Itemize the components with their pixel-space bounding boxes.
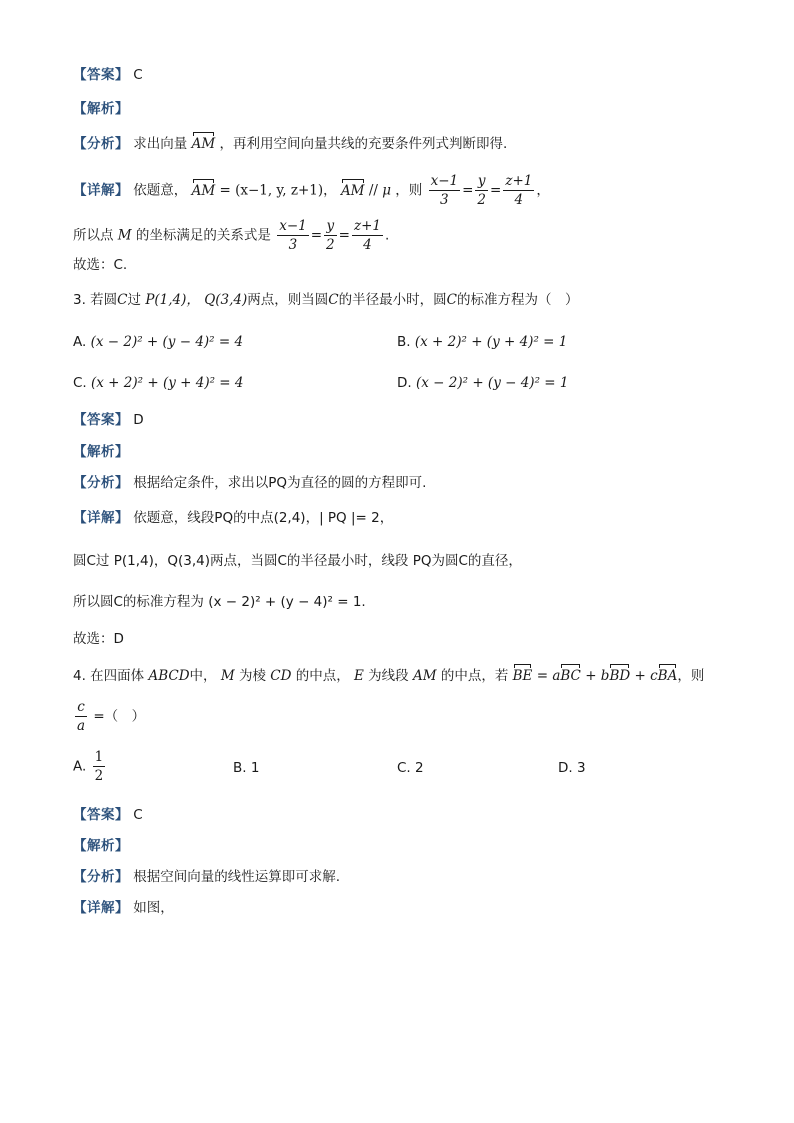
q3-guxuan-line xyxy=(73,629,124,649)
circle-c: C xyxy=(328,292,339,308)
vector-ba: BA xyxy=(657,668,678,684)
answer-tag: 【答案】 xyxy=(73,807,129,823)
answer-tag: 【答案】 xyxy=(73,67,129,83)
xiangjie-text-b: ，则 xyxy=(395,182,423,199)
q3-detail-line-3 xyxy=(73,592,366,612)
circle-c: C xyxy=(117,292,128,308)
xiangjie-text: 依题意，线段PQ的中点(2,4)，| PQ |= 2， xyxy=(133,510,394,526)
q4-option-d: D. 3 xyxy=(558,760,586,776)
question-3-stem xyxy=(73,290,578,310)
answer-value: D xyxy=(133,412,144,428)
q3-option-b: B. (x + 2)² + (y + 4)² = 1 xyxy=(397,334,568,350)
fraction-x: $\frac{x-1}{3}$ xyxy=(430,173,459,208)
q3-stem-a: 3. 若圆 xyxy=(73,292,118,308)
q3-answer-line xyxy=(73,410,144,430)
fraction-y: $\frac{y}{2}$ xyxy=(477,173,487,208)
vector-am: AM xyxy=(191,136,216,152)
q3-stem-e: 的标准方程为（ ） xyxy=(456,292,579,308)
fraction-x: $\frac{x-1}{3}$ xyxy=(279,218,307,253)
point-p: P(1,4)， xyxy=(145,292,200,308)
point-e: E xyxy=(354,668,364,684)
vector-bd: BD xyxy=(609,668,631,684)
relation-line: 所以点 M 的坐标满足的关系式是 $\frac{x-1}{3}$ = $\frac{y}{2}$ = $\frac{z+1}{4}$ . xyxy=(73,218,390,253)
fenxi-tag: 【分析】 xyxy=(73,475,129,491)
circle-c: C xyxy=(446,292,457,308)
xiangjie-line: 【详解】 依题意， AM = (x−1, y, z+1)， AM // μ ，则 $\frac{x-1}{3}$ = $\frac{y}{2}$ = $\frac{z+1}{4}$ ， xyxy=(73,173,550,208)
fenxi-text-b: ，再利用空间向量共线的充要条件列式判断即得. xyxy=(219,136,508,152)
q3-option-a: A. (x − 2)² + (y − 4)² = 4 xyxy=(73,334,244,350)
q4-option-c: C. 2 xyxy=(397,760,424,776)
q4-fenxi-line xyxy=(73,867,340,887)
guxuan-text: 故选：C. xyxy=(73,257,128,273)
fraction-y: $\frac{y}{2}$ xyxy=(326,218,335,253)
vector-be: BE xyxy=(512,668,533,684)
jiexi-tag: 【解析】 xyxy=(73,101,129,117)
guxuan-line xyxy=(73,255,127,275)
q4-analysis-heading xyxy=(73,836,129,856)
point-q: Q(3,4) xyxy=(204,292,248,308)
fenxi-text-a: 求出向量 xyxy=(133,136,188,152)
vector-am-value: = (x−1, y, z+1)， xyxy=(219,182,337,199)
fenxi-line xyxy=(73,134,507,154)
fenxi-text: 根据给定条件，求出以PQ为直径的圆的方程即可. xyxy=(133,475,427,491)
vector-bc: BC xyxy=(560,668,581,684)
detail-text: 圆C过 P(1,4)，Q(3,4)两点，当圆C的半径最小时，线段 PQ为圆C的直径， xyxy=(73,553,522,569)
q4-xiangjie-line xyxy=(73,898,174,918)
fenxi-tag: 【分析】 xyxy=(73,869,129,885)
edge-cd: CD xyxy=(270,668,292,684)
xiangjie-tag: 【详解】 xyxy=(73,182,129,199)
vector-am: AM xyxy=(191,182,216,199)
q3-fenxi-line xyxy=(73,473,426,493)
segment-am: AM xyxy=(412,668,437,684)
fraction-c-over-a: $\frac{c}{a}$ xyxy=(77,699,86,734)
xiangjie-text-a: 依题意， xyxy=(133,182,188,199)
q4-option-b: B. 1 xyxy=(233,760,260,776)
detail-text: 所以圆C的标准方程为 (x − 2)² + (y − 4)² = 1. xyxy=(73,594,366,610)
answer-tag: 【答案】 xyxy=(73,412,129,428)
xiangjie-tag: 【详解】 xyxy=(73,900,129,916)
point-m: M xyxy=(117,227,132,244)
jiexi-tag: 【解析】 xyxy=(73,838,129,854)
relation-text-a: 所以点 xyxy=(73,227,114,244)
question-4-stem: 4. 在四面体 ABCD中， M 为棱 CD 的中点， E 为线段 AM 的中点，若 BE = aBC + bBD + cBA，则 xyxy=(73,668,705,684)
jiexi-tag: 【解析】 xyxy=(73,444,129,460)
parallel-symbol: // xyxy=(368,182,378,199)
fraction-one-half: $\frac{1}{2}$ xyxy=(94,749,104,784)
fraction-z: $\frac{z+1}{4}$ xyxy=(505,173,533,208)
q4-option-a: A. $\frac{1}{2}$ xyxy=(73,749,104,784)
xiangjie-tag: 【详解】 xyxy=(73,510,129,526)
answer-value: C xyxy=(133,807,143,823)
q3-stem-b: 过 xyxy=(127,292,142,308)
q3-stem-c: 两点，则当圆 xyxy=(247,292,329,308)
relation-text-b: 的坐标满足的关系式是 xyxy=(135,227,271,244)
fenxi-text: 根据空间向量的线性运算即可求解. xyxy=(133,869,341,885)
tetrahedron-abcd: ABCD xyxy=(148,668,190,684)
q3-analysis-heading xyxy=(73,442,129,462)
q3-stem-d: 的半径最小时，圆 xyxy=(338,292,447,308)
q3-option-d: D. (x − 2)² + (y − 4)² = 1 xyxy=(397,375,569,391)
q4-answer-line xyxy=(73,805,143,825)
fraction-z: $\frac{z+1}{4}$ xyxy=(353,218,381,253)
fenxi-tag: 【分析】 xyxy=(73,136,129,152)
xiangjie-text: 如图， xyxy=(133,900,174,916)
answer-line xyxy=(73,65,143,85)
answer-value: C xyxy=(133,67,143,83)
guxuan-text: 故选：D xyxy=(73,631,124,647)
vector-mu: μ xyxy=(382,182,391,199)
q3-detail-line-2 xyxy=(73,551,522,571)
point-m: M xyxy=(220,668,235,684)
q3-option-c: C. (x + 2)² + (y + 4)² = 4 xyxy=(73,375,244,391)
q3-xiangjie-line xyxy=(73,508,393,528)
vector-am: AM xyxy=(340,182,365,199)
question-4-ratio: $\frac{c}{a}$ =（ ） xyxy=(77,699,146,734)
analysis-heading xyxy=(73,99,129,119)
